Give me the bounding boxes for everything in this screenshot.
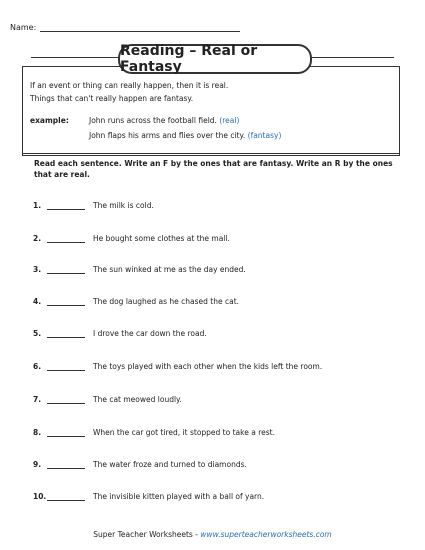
question-text: The sun winked at me as the day ended.	[93, 265, 246, 274]
name-label: Name:	[10, 23, 37, 32]
question-item	[33, 492, 264, 501]
intro-line-1: If an event or thing can really happen, then it is real.	[30, 81, 229, 90]
question-item	[33, 460, 247, 469]
answer-blank[interactable]	[47, 362, 85, 371]
intro-text	[30, 79, 228, 105]
question-item	[33, 362, 322, 371]
title-rule-right	[308, 57, 394, 58]
answer-blank[interactable]	[47, 234, 85, 243]
footer-brand: Super Teacher Worksheets	[93, 530, 193, 539]
answer-blank[interactable]	[47, 297, 85, 306]
intro-line-2: Things that can't really happen are fantasy.	[30, 94, 194, 103]
question-number: 8.	[33, 428, 42, 437]
question-item	[33, 395, 182, 404]
answer-blank[interactable]	[47, 201, 85, 210]
example-answer: (real)	[219, 116, 240, 125]
answer-blank[interactable]	[47, 395, 85, 404]
question-item	[33, 329, 207, 338]
question-number: 9.	[33, 460, 42, 469]
question-text: The invisible kitten played with a ball of yarn.	[93, 492, 265, 501]
example-item	[89, 116, 239, 125]
question-text: When the car got tired, it stopped to take a rest.	[93, 428, 275, 437]
question-item	[33, 265, 246, 274]
question-number: 3.	[33, 265, 42, 274]
question-item	[33, 201, 154, 210]
instructions: Read each sentence. Write an F by the ones that are fantasy. Write an R by the ones that are real.	[34, 159, 393, 179]
question-number: 7.	[33, 395, 42, 404]
question-text: The dog laughed as he chased the cat.	[93, 297, 240, 306]
question-text: I drove the car down the road.	[93, 329, 207, 338]
answer-blank[interactable]	[47, 265, 85, 274]
question-number: 4.	[33, 297, 42, 306]
footer-separator: -	[192, 530, 201, 539]
question-item	[33, 428, 275, 437]
page-title: Reading – Real or Fantasy	[118, 44, 312, 74]
question-text: The milk is cold.	[93, 201, 154, 210]
question-text: The water froze and turned to diamonds.	[93, 460, 247, 469]
example-sentence: John flaps his arms and flies over the city.	[89, 131, 246, 140]
example-answer: (fantasy)	[247, 131, 282, 140]
question-item	[33, 234, 230, 243]
footer-url[interactable]: www.superteacherworksheets.com	[200, 530, 332, 539]
question-number: 1.	[33, 201, 42, 210]
example-sentence: John runs across the football field.	[89, 116, 217, 125]
question-text: The toys played with each other when the kids left the room.	[93, 362, 323, 371]
question-number: 10.	[33, 492, 47, 501]
question-text: He bought some clothes at the mall.	[93, 234, 230, 243]
question-number: 2.	[33, 234, 42, 243]
example-label: example:	[30, 116, 69, 125]
name-input-line[interactable]	[40, 23, 240, 32]
section-divider	[22, 153, 400, 154]
answer-blank[interactable]	[47, 329, 85, 338]
example-item	[89, 131, 281, 140]
answer-blank[interactable]	[47, 428, 85, 437]
name-field	[10, 23, 240, 32]
question-number: 5.	[33, 329, 42, 338]
answer-blank[interactable]	[47, 492, 85, 501]
question-text: The cat meowed loudly.	[93, 395, 182, 404]
title-rule-left	[31, 57, 119, 58]
question-item	[33, 297, 239, 306]
answer-blank[interactable]	[47, 460, 85, 469]
footer	[0, 530, 425, 539]
question-number: 6.	[33, 362, 42, 371]
